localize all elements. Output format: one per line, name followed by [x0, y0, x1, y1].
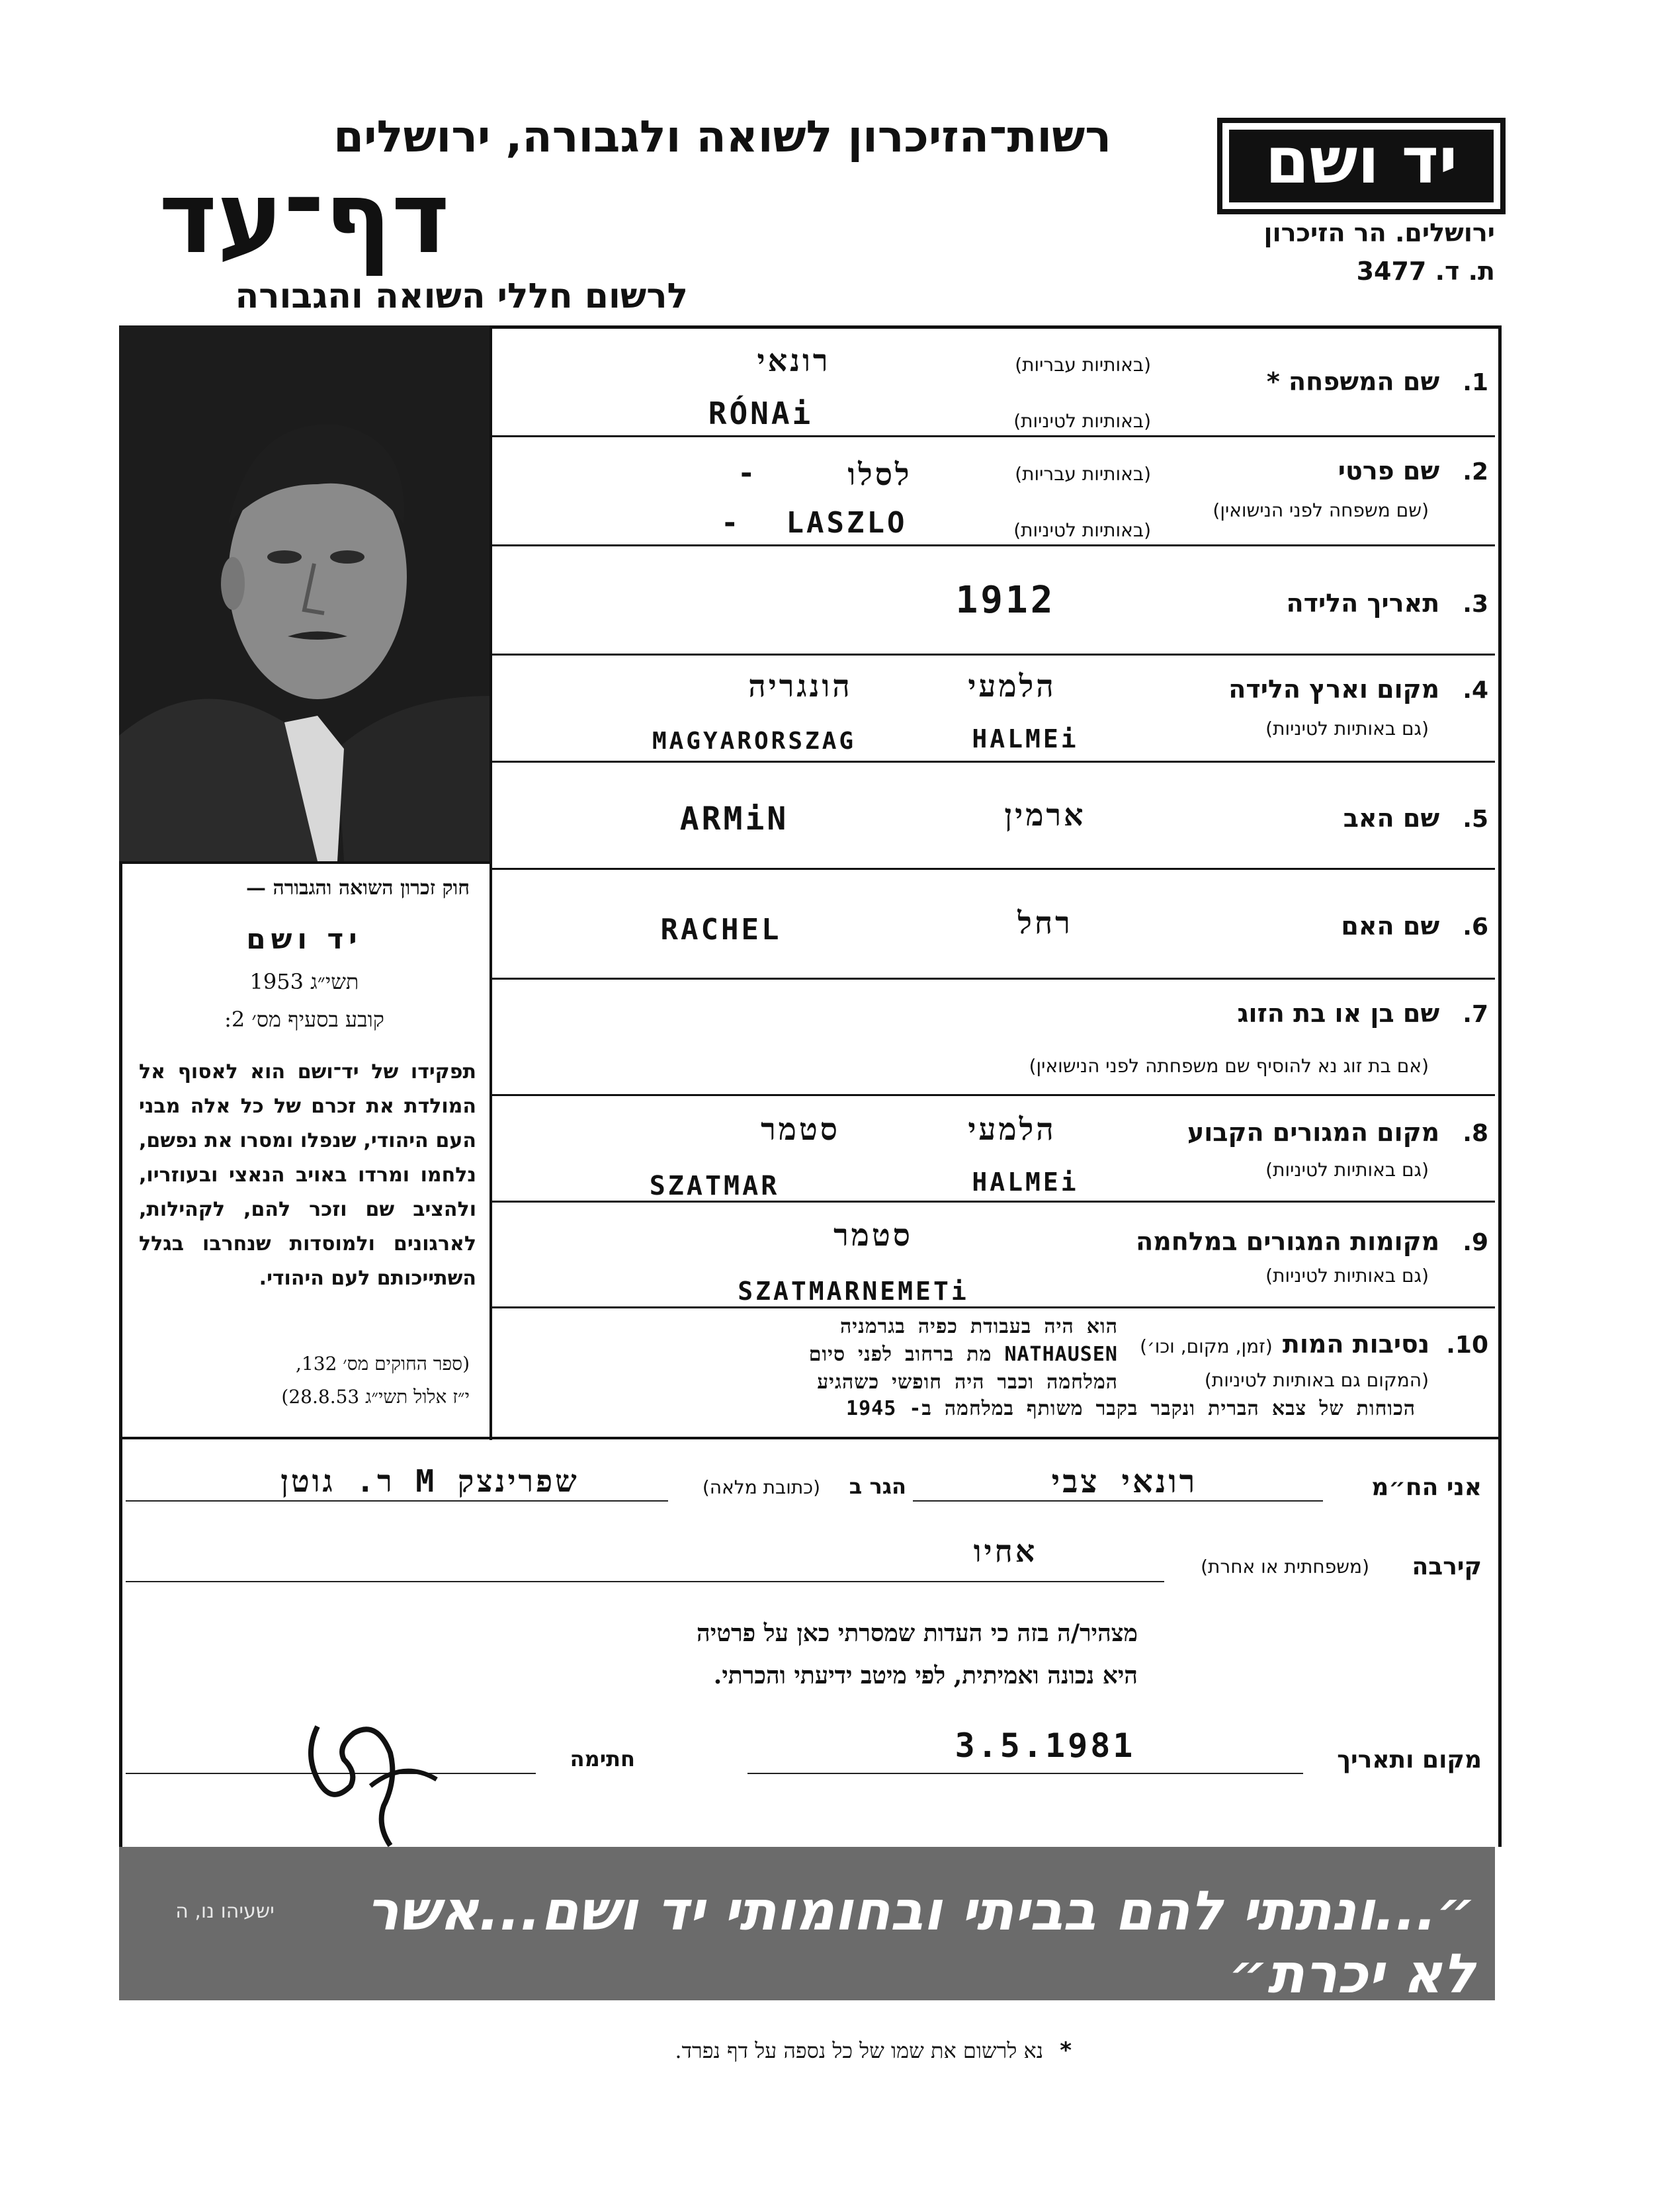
quote-banner: [119, 1847, 1495, 2006]
field-1-label: שם המשפחה *: [1266, 367, 1440, 396]
field-5-label-group: [1191, 804, 1488, 833]
field-4-label-group: [1125, 675, 1488, 704]
field-3-value[interactable]: 1912: [955, 579, 1056, 622]
portrait-photo: [119, 325, 490, 861]
banner-source: ישעיהו נו, ה: [175, 1900, 275, 1923]
declarant-address-value[interactable]: שפרינצק M ר. גוטן: [280, 1463, 579, 1499]
banner-quote: ״...ונתתי להם בביתי ובחומותי יד ושם...אשר לא יכרת״: [366, 1880, 1475, 2006]
address-line: [126, 1500, 668, 1502]
field-4-lat-country[interactable]: MAGYARORSZAG: [652, 728, 857, 755]
row-divider: [492, 868, 1495, 870]
field-8-heb-place[interactable]: הלמעי: [968, 1111, 1056, 1147]
page-title: דף־עד: [159, 161, 450, 276]
row-divider: [492, 1094, 1495, 1096]
declarant-label: אני הח״מ: [1371, 1474, 1482, 1501]
field-4-heb-country[interactable]: הונגריה: [748, 668, 853, 704]
statement-line-2: היא נכונה ואמיתית, לפי מיטב ידיעתי והכרתי.: [713, 1662, 1138, 1689]
address-line-2: ת. ד. 3477: [1356, 257, 1495, 286]
field-8-heb-city[interactable]: סטמר: [761, 1111, 840, 1147]
field-1-label-group: [1191, 367, 1488, 396]
field-2-dash-2: -: [721, 506, 742, 540]
field-4-number: 4.: [1463, 677, 1488, 704]
field-5-lat-value[interactable]: ARMiN: [679, 800, 789, 837]
signature-mark: [291, 1707, 450, 1852]
field-10-line-4[interactable]: הכוחות של צבא הברית ונקבר בקבר משותף במלחמה ב- 1945: [846, 1397, 1416, 1420]
field-1-lat-value[interactable]: RÓNAi: [708, 396, 814, 431]
statement-line-1: מצהיר/ה בזה כי העדות שמסרתי כאן על פרטיה: [697, 1619, 1138, 1647]
field-9-number: 9.: [1463, 1229, 1488, 1256]
field-9-heb-value[interactable]: סטמר: [833, 1217, 913, 1253]
field-10-note: (המקום גם באותיות לטיניות): [1204, 1369, 1429, 1391]
resides-label: הגר ב: [849, 1474, 906, 1499]
field-2-heb-hint: (באותיות עבריות): [1015, 463, 1151, 485]
field-7-label-group: [1125, 999, 1488, 1028]
field-6-lat-value[interactable]: RACHEL: [660, 913, 782, 947]
field-8-label: מקום המגורים הקבוע: [1187, 1118, 1440, 1147]
row-divider: [492, 654, 1495, 656]
field-2-heb-value[interactable]: לסלו: [847, 456, 912, 492]
yad-vashem-logo: [1217, 118, 1506, 214]
field-5-number: 5.: [1463, 806, 1488, 833]
relation-hint: (משפחתית או אחרת): [1201, 1556, 1369, 1578]
declarant-name-value[interactable]: רונאי צבי: [1051, 1463, 1198, 1500]
field-8-note: (גם באותיות לטיניות): [1265, 1159, 1429, 1181]
field-4-note: (גם באותיות לטיניות): [1265, 718, 1429, 740]
field-1-heb-value[interactable]: רונאי: [757, 343, 831, 378]
field-10-line-1[interactable]: הוא היה בעבודת כפיה בגרמניה: [840, 1315, 1118, 1338]
field-10-line-2[interactable]: NATHAUSEN מת ברחוב לפני סיום: [808, 1343, 1118, 1366]
field-8-number: 8.: [1463, 1120, 1488, 1147]
field-9-note: (גם באותיות לטיניות): [1265, 1265, 1429, 1287]
row-divider: [492, 544, 1495, 546]
logo-text: יד ושם: [1229, 130, 1494, 202]
field-6-label-group: [1191, 912, 1488, 941]
field-2-number: 2.: [1463, 458, 1488, 486]
field-7-note: (אם בת זוג נא להוסיף שם משפחתה לפני הנישואין): [1029, 1055, 1429, 1077]
field-4-lat-place[interactable]: HALMEi: [972, 724, 1079, 753]
portrait-image: [119, 325, 490, 861]
declarant-name-line: [913, 1500, 1323, 1502]
field-10-number: 10.: [1446, 1332, 1488, 1359]
row-divider: [492, 761, 1495, 763]
field-4-heb-place[interactable]: הלמעי: [968, 668, 1056, 704]
field-10-label: נסיבות המות: [1282, 1330, 1430, 1359]
field-9-label-group: [1085, 1227, 1488, 1256]
law-source-1: (ספר החוקים מס׳ 132,: [296, 1353, 470, 1375]
footnote-group: [463, 2037, 1072, 2064]
field-2-label-group: [1191, 456, 1488, 486]
field-9-label: מקומות המגורים במלחמה: [1136, 1227, 1440, 1256]
law-title: חוק זכרון השואה והגבורה —: [246, 876, 470, 900]
field-2-lat-hint: (באותיות לטיניות): [1013, 519, 1151, 541]
field-1-lat-hint: (באותיות לטיניות): [1013, 410, 1151, 432]
field-1-number: 1.: [1463, 369, 1488, 396]
authority-title: רשות־הזיכרון לשואה ולגבורה, ירושלים: [333, 111, 1111, 162]
footnote-mark: *: [1060, 2037, 1072, 2064]
relation-line: [126, 1581, 1164, 1582]
field-8-label-group: [1125, 1118, 1488, 1147]
page-subtitle: לרשום חללי השואה והגבורה: [235, 276, 688, 316]
field-2-label: שם פרטי: [1338, 456, 1440, 486]
law-name: יד ושם: [246, 923, 362, 955]
declaration-top-line: [119, 1437, 1498, 1439]
field-9-lat-value[interactable]: SZATMARNEMETi: [738, 1277, 969, 1306]
photo-bottom-line: [119, 861, 490, 864]
relation-value[interactable]: אחיו: [973, 1533, 1038, 1569]
field-3-label: תאריך הלידה: [1286, 589, 1440, 618]
field-2-note: (שם משפחה לפני הנישואין): [1213, 499, 1429, 521]
law-year: תשי״ג 1953: [249, 969, 359, 994]
field-6-label: שם האם: [1341, 912, 1440, 941]
field-8-lat-city[interactable]: SZATMAR: [649, 1171, 780, 1201]
field-5-label: שם האב: [1343, 804, 1440, 833]
address-hint: (כתובת מלאה): [702, 1476, 820, 1498]
photo-column-divider: [490, 325, 492, 1440]
field-7-number: 7.: [1463, 1001, 1488, 1028]
field-7-label: שם בן או בת הזוג: [1237, 999, 1440, 1028]
footnote-text: נא לרשום את שמו של כל נספה על דף נפרד.: [675, 2038, 1044, 2063]
law-source-2: י״ז אלול תשי״ג 28.8.53): [281, 1386, 470, 1408]
row-divider: [492, 435, 1495, 437]
address-line-1: ירושלים. הר הזיכרון: [1263, 218, 1495, 247]
law-text: תפקידו של יד־ושם הוא לאסוף אל המולדת את זכרם של כל אלה מבני העם היהודי, שנפלו ומסרו את נפשם, נלחמו ומרדו באויב הנאצי ובעוזריו, ולהציב שם וזכר להם, לקהילות, לארגונים ולמוסדות שנחרבו בגלל השתייכותם לעם היהודי.: [139, 1060, 476, 1290]
field-2-dash-1: -: [738, 456, 758, 490]
place-date-line: [747, 1773, 1303, 1774]
field-2-lat-value[interactable]: LASZLO: [786, 506, 908, 540]
row-divider: [492, 1306, 1495, 1308]
date-value[interactable]: 3.5.1981: [955, 1726, 1136, 1765]
relation-label: קירבה: [1412, 1553, 1482, 1580]
field-8-lat-place[interactable]: HALMEi: [972, 1168, 1079, 1197]
field-4-label: מקום וארץ הלידה: [1228, 675, 1440, 704]
field-10-label-group: [1085, 1330, 1488, 1359]
field-3-label-group: [1191, 589, 1488, 618]
place-date-label: מקום ותאריך: [1337, 1746, 1482, 1773]
field-10-label-note: (זמן, מקום, וכו׳): [1140, 1336, 1273, 1357]
field-5-heb-value[interactable]: ארמין: [1004, 797, 1086, 833]
field-1-heb-hint: (באותיות עבריות): [1015, 354, 1151, 376]
law-clause: קובע בסעיף מס׳ 2:: [224, 1007, 384, 1032]
field-10-line-3[interactable]: המלחמה וכבר היה חופשי כשהגיע: [817, 1371, 1118, 1394]
signature-label: חתימה: [570, 1746, 635, 1771]
row-divider: [492, 978, 1495, 980]
field-6-heb-value[interactable]: רחל: [1017, 905, 1073, 941]
field-3-number: 3.: [1463, 591, 1488, 618]
field-6-number: 6.: [1463, 914, 1488, 941]
